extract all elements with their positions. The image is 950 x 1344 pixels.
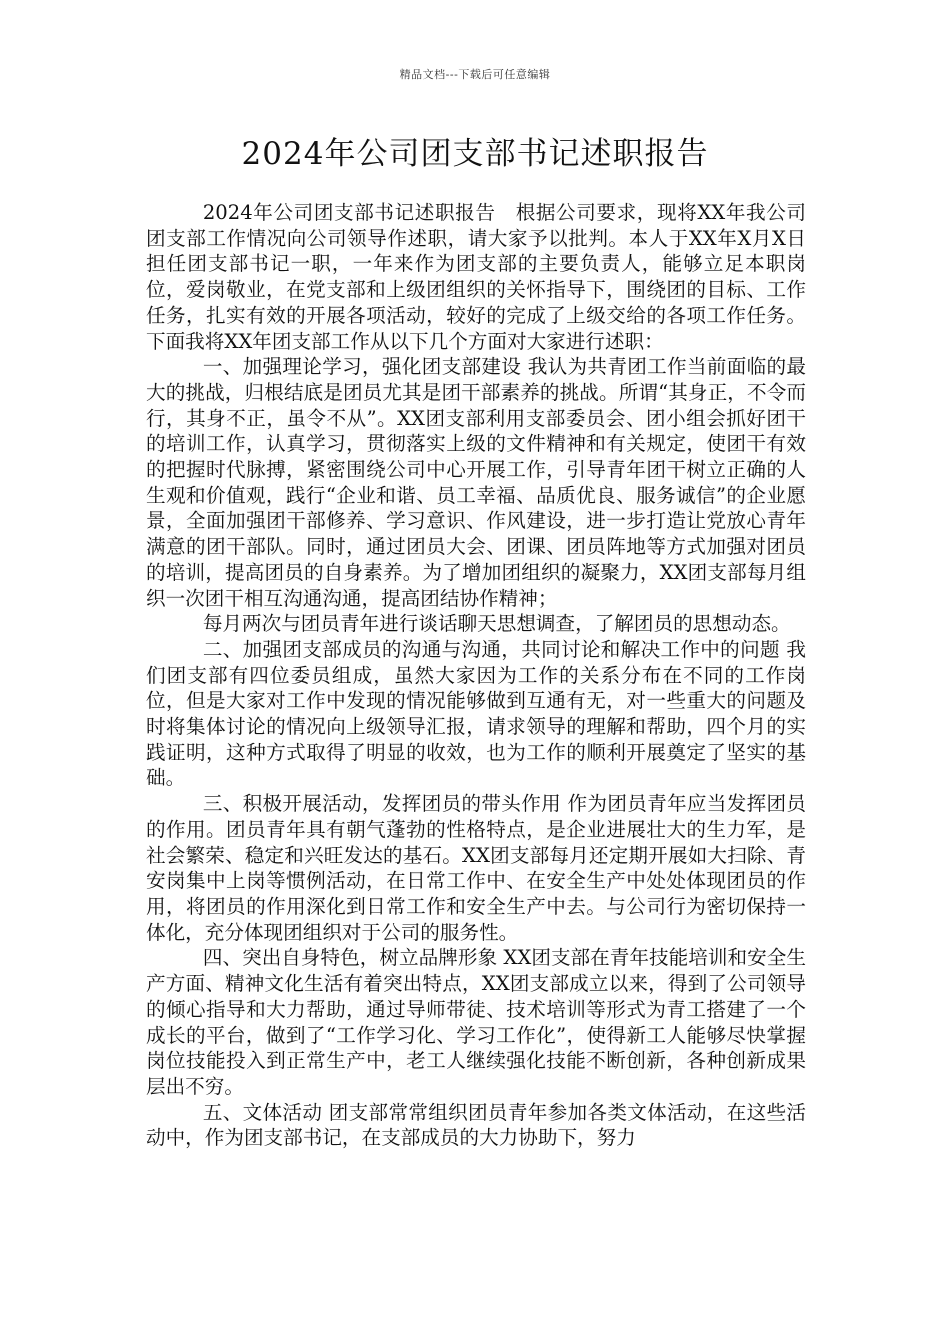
paragraph-section-2: 二、加强团支部成员的沟通与沟通，共同讨论和解决工作中的问题 我们团支部有四位委员组成，虽然大家因为工作的关系分布在不同的工作岗位，但是大家对工作中发现的情况能够做到互通有无，对一些重大的问题及时将集体讨论的情况向上级领导汇报，请求领导的理解和帮助，四个月的实践证明，这种方式取得了明显的收效，也为工作的顺利开展奠定了坚实的基础。 [146,637,806,790]
paragraph-section-5: 五、文体活动 团支部常常组织团员青年参加各类文体活动，在这些活动中，作为团支部书记，在支部成员的大力协助下，努力 [146,1100,806,1150]
document-body [146,200,806,1151]
header-note: 精品文档---下载后可任意编辑 [399,68,551,81]
paragraph-intro: 2024年公司团支部书记述职报告 根据公司要求，现将XX年我公司团支部工作情况向公司领导作述职，请大家予以批判。本人于XX年X月X日担任团支部书记一职，一年来作为团支部的主要负责人，能够立足本职岗位，爱岗敬业，在党支部和上级团组织的关怀指导下，围绕团的目标、工作任务，扎实有效的开展各项活动，较好的完成了上级交给的各项工作任务。下面我将XX年团支部工作从以下几个方面对大家进行述职： [146,201,806,353]
paragraph-section-1-continued: 每月两次与团员青年进行谈话聊天思想调查，了解团员的思想动态。 [202,612,791,636]
paragraph-section-3: 三、积极开展活动，发挥团员的带头作用 作为团员青年应当发挥团员的作用。团员青年具有朝气蓬勃的性格特点，是企业进展壮大的生力军，是社会繁荣、稳定和兴旺发达的基石。XX团支部每月还定期开展如大扫除、青安岗集中上岗等惯例活动，在日常工作中、在安全生产中处处体现团员的作用，将团员的作用深化到日常工作和安全生产中去。与公司行为密切保持一体化，充分体现团组织对于公司的服务性。 [146,792,806,944]
paragraph-section-1: 一、加强理论学习，强化团支部建设 我认为共青团工作当前面临的最大的挑战，归根结底是团员尤其是团干部素养的挑战。所谓“其身正，不令而行，其身不正，虽令不从”。XX团支部利用支部委员会、团小组会抓好团干的培训工作，认真学习，贯彻落实上级的文件精神和有关规定，使团干有效的把握时代脉搏，紧密围绕公司中心开展工作，引导青年团干树立正确的人生观和价值观，践行“企业和谐、员工幸福、品质优良、服务诚信”的企业愿景，全面加强团干部修养、学习意识、作风建设，进一步打造让党放心青年满意的团干部队。同时，通过团员大会、团课、团员阵地等方式加强对团员的培训，提高团员的自身素养。为了增加团组织的凝聚力，XX团支部每月组织一次团干相互沟通沟通，提高团结协作精神； [146,355,806,610]
paragraph-section-4: 四、突出自身特色，树立品牌形象 XX团支部在青年技能培训和安全生产方面、精神文化生活有着突出特点，XX团支部成立以来，得到了公司领导的倾心指导和大力帮助，通过导师带徒、技术培训等形式为青工搭建了一个成长的平台，做到了“工作学习化、学习工作化”，使得新工人能够尽快掌握岗位技能投入到正常生产中，老工人继续强化技能不断创新，各种创新成果层出不穷。 [146,946,806,1098]
document-title: 2024年公司团支部书记述职报告 [241,136,709,172]
